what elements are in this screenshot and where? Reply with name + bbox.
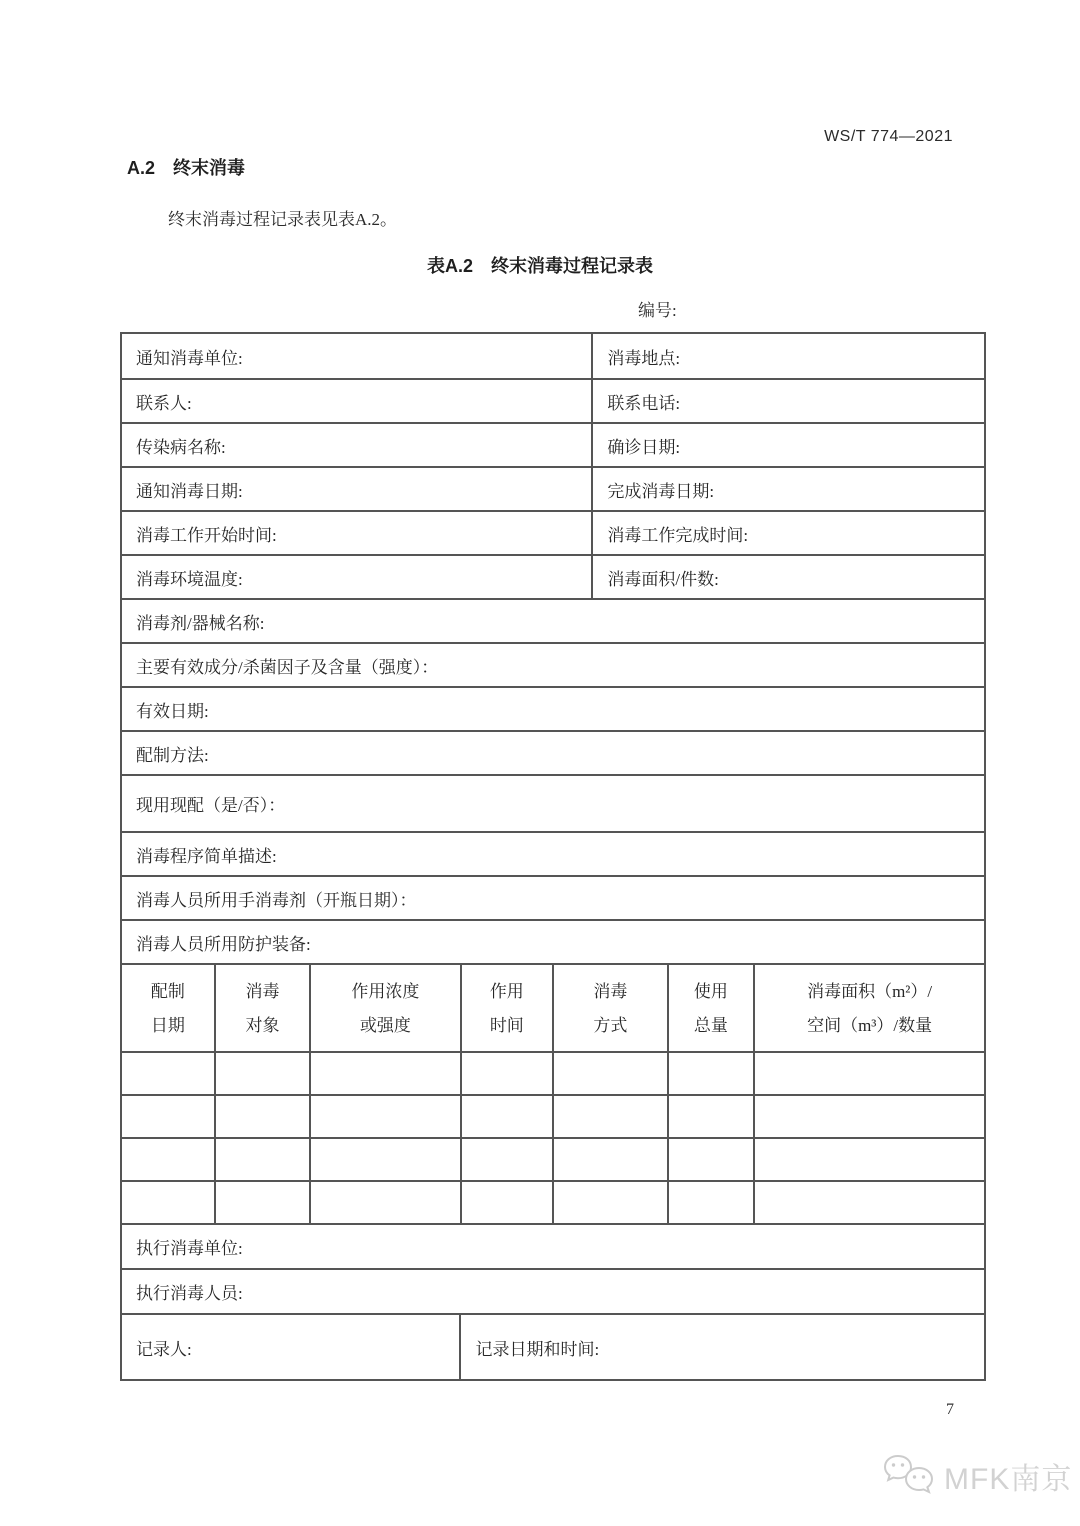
field-env-temperature: 消毒环境温度: <box>136 569 243 589</box>
table-row <box>122 730 984 774</box>
standard-number: WS/T 774—2021 <box>824 128 953 145</box>
field-contact-phone: 联系电话: <box>591 380 984 422</box>
empty-cell <box>309 1096 459 1137</box>
table-row <box>122 919 984 963</box>
serial-number-label: 编号: <box>638 301 677 320</box>
table-row <box>122 1223 984 1268</box>
table-row <box>122 598 984 642</box>
header-line: 消毒 <box>593 981 628 1001</box>
empty-cell <box>460 1053 553 1094</box>
field-area-count: 消毒面积/件数: <box>591 556 984 598</box>
field-executing-personnel: 执行消毒人员: <box>136 1284 243 1303</box>
table-row <box>122 466 984 510</box>
header-line: 对象 <box>245 1015 280 1035</box>
header-line: 空间（m³）/数量 <box>807 1015 933 1035</box>
empty-cell <box>667 1053 754 1094</box>
watermark <box>882 1452 1072 1500</box>
field-record-datetime: 记录日期和时间: <box>459 1315 984 1379</box>
empty-cell <box>460 1096 553 1137</box>
header-line: 作用浓度 <box>351 981 420 1001</box>
field-start-time: 消毒工作开始时间: <box>136 525 277 545</box>
field-completion-date: 完成消毒日期: <box>591 468 984 510</box>
empty-cell <box>460 1139 553 1180</box>
empty-cell <box>460 1182 553 1223</box>
field-procedure-description: 消毒程序简单描述: <box>136 846 277 866</box>
empty-cell <box>309 1139 459 1180</box>
table-title: 表A.2 终末消毒过程记录表 <box>426 256 653 276</box>
header-total-amount <box>667 965 754 1051</box>
header-duration <box>460 965 553 1051</box>
field-active-ingredient: 主要有效成分/杀菌因子及含量（强度）： <box>136 657 439 677</box>
field-notified-unit: 通知消毒单位: <box>136 348 243 368</box>
empty-cell <box>552 1053 666 1094</box>
field-fresh-preparation: 现用现配（是/否）： <box>136 796 286 815</box>
empty-cell <box>214 1053 310 1094</box>
section-heading: A.2 终末消毒 <box>127 158 246 178</box>
empty-cell <box>214 1139 310 1180</box>
empty-cell <box>309 1182 459 1223</box>
empty-cell <box>753 1182 984 1223</box>
watermark-text: MFK南京 <box>944 1463 1073 1496</box>
field-disease-name: 传染病名称: <box>136 437 226 457</box>
table-row <box>122 378 984 422</box>
header-line: 日期 <box>150 1015 185 1035</box>
header-line: 时间 <box>489 1015 524 1035</box>
table-row <box>122 422 984 466</box>
header-method <box>552 965 666 1051</box>
empty-cell <box>667 1182 754 1223</box>
table-row <box>122 686 984 730</box>
field-contact-person: 联系人: <box>136 393 192 413</box>
empty-cell <box>552 1139 666 1180</box>
table-row <box>122 1268 984 1313</box>
header-line: 或强度 <box>359 1015 411 1035</box>
detail-header-row <box>122 963 984 1051</box>
header-target <box>214 965 310 1051</box>
table-row <box>122 774 984 831</box>
field-expiry-date: 有效日期: <box>136 701 209 721</box>
header-line: 消毒面积（m²）/ <box>807 981 933 1001</box>
detail-empty-row <box>122 1094 984 1137</box>
header-line: 配制 <box>150 981 185 1001</box>
wechat-icon <box>882 1452 936 1500</box>
table-row <box>122 510 984 554</box>
field-disinfectant-name: 消毒剂/器械名称: <box>136 613 265 633</box>
field-diagnosis-date: 确诊日期: <box>591 424 984 466</box>
empty-cell <box>122 1096 214 1137</box>
empty-cell <box>122 1053 214 1094</box>
field-executing-unit: 执行消毒单位: <box>136 1239 243 1258</box>
detail-empty-row <box>122 1137 984 1180</box>
header-prep-date <box>122 965 214 1051</box>
detail-empty-row <box>122 1180 984 1223</box>
empty-cell <box>552 1182 666 1223</box>
table-row <box>122 831 984 875</box>
field-preparation-method: 配制方法: <box>136 745 209 765</box>
table-row <box>122 642 984 686</box>
table-row <box>122 554 984 598</box>
empty-cell <box>122 1182 214 1223</box>
header-concentration <box>309 965 459 1051</box>
detail-empty-row <box>122 1051 984 1094</box>
table-row <box>122 1313 984 1379</box>
field-hand-disinfectant: 消毒人员所用手消毒剂（开瓶日期）： <box>136 890 417 910</box>
header-line: 总量 <box>693 1015 728 1035</box>
empty-cell <box>122 1139 214 1180</box>
field-notify-date: 通知消毒日期: <box>136 481 243 501</box>
empty-cell <box>214 1182 310 1223</box>
field-disinfection-site: 消毒地点: <box>591 334 984 378</box>
header-line: 消毒 <box>245 981 280 1001</box>
header-line: 方式 <box>593 1015 628 1035</box>
empty-cell <box>753 1096 984 1137</box>
field-recorder: 记录人: <box>136 1339 192 1359</box>
empty-cell <box>667 1139 754 1180</box>
page-number: 7 <box>946 1401 954 1418</box>
empty-cell <box>753 1139 984 1180</box>
field-finish-time: 消毒工作完成时间: <box>591 512 984 554</box>
record-form-table <box>120 332 986 1381</box>
table-row <box>122 875 984 919</box>
header-line: 使用 <box>693 981 728 1001</box>
empty-cell <box>309 1053 459 1094</box>
empty-cell <box>667 1096 754 1137</box>
field-protective-equipment: 消毒人员所用防护装备: <box>136 934 311 954</box>
header-area-space <box>753 965 984 1051</box>
empty-cell <box>214 1096 310 1137</box>
empty-cell <box>552 1096 666 1137</box>
table-row <box>122 334 984 378</box>
empty-cell <box>753 1053 984 1094</box>
header-line: 作用 <box>489 981 524 1001</box>
intro-paragraph: 终末消毒过程记录表见表A.2。 <box>168 210 398 229</box>
